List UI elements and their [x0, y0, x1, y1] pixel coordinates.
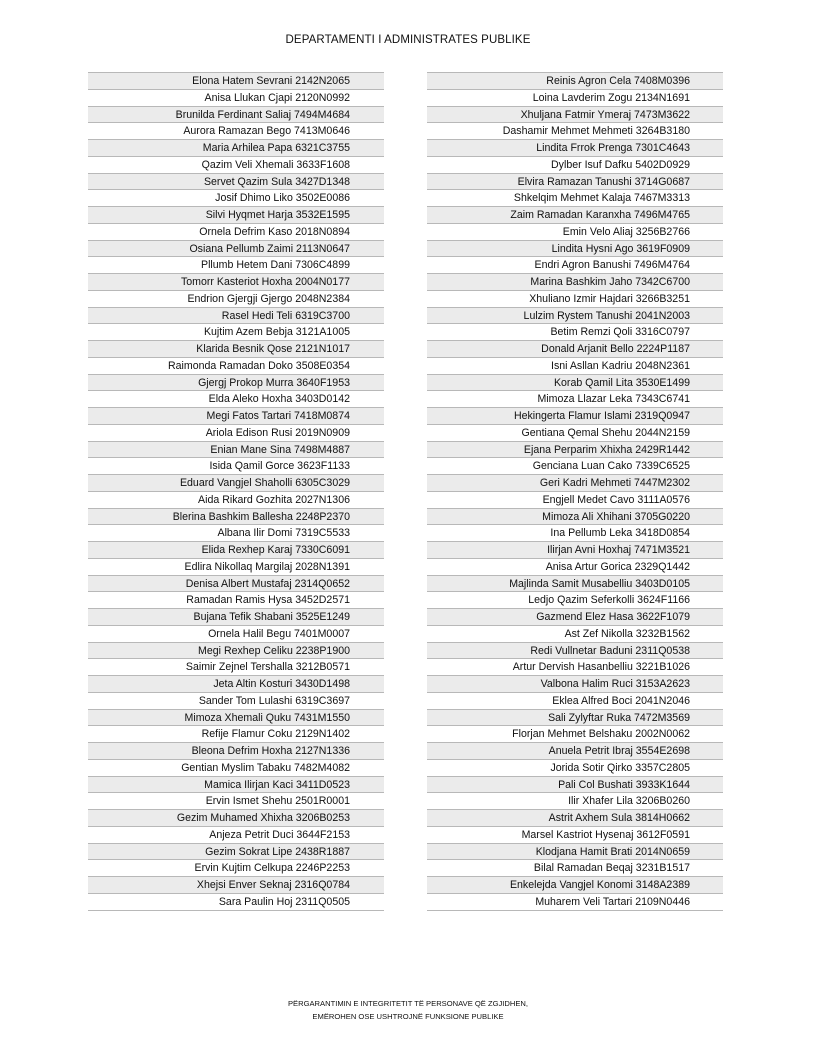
list-item: Megi Rexhep Celiku 2238P1900 — [88, 643, 384, 660]
list-item: Eduard Vangjel Shaholli 6305C3029 — [88, 475, 384, 492]
list-item: Elida Rexhep Karaj 7330C6091 — [88, 542, 384, 559]
list-item: Ramadan Ramis Hysa 3452D2571 — [88, 592, 384, 609]
list-item: Klodjana Hamit Brati 2014N0659 — [427, 844, 723, 861]
list-item: Ervin Kujtim Celkupa 2246P2253 — [88, 860, 384, 877]
list-item: Enian Mane Sina 7498M4887 — [88, 442, 384, 459]
list-item: Ledjo Qazim Seferkolli 3624F1166 — [427, 592, 723, 609]
list-item: Florjan Mehmet Belshaku 2002N0062 — [427, 726, 723, 743]
list-item: Silvi Hyqmet Harja 3532E1595 — [88, 207, 384, 224]
list-item: Enkelejda Vangjel Konomi 3148A2389 — [427, 877, 723, 894]
list-item: Gentian Myslim Tabaku 7482M4082 — [88, 760, 384, 777]
list-item: Maria Arhilea Papa 6321C3755 — [88, 140, 384, 157]
list-item: Gezim Sokrat Lipe 2438R1887 — [88, 844, 384, 861]
list-item: Xhejsi Enver Seknaj 2316Q0784 — [88, 877, 384, 894]
list-item: Pllumb Hetem Dani 7306C4899 — [88, 257, 384, 274]
list-item: Shkelqim Mehmet Kalaja 7467M3313 — [427, 190, 723, 207]
list-item: Majlinda Samit Musabelliu 3403D0105 — [427, 576, 723, 593]
list-item: Saimir Zejnel Tershalla 3212B0571 — [88, 659, 384, 676]
list-item: Kujtim Azem Bebja 3121A1005 — [88, 324, 384, 341]
footer-line-1: PËRGARANTIMIN E INTEGRITETIT TË PERSONAVE QË ZGJIDHEN, — [287, 999, 529, 1008]
list-item: Brunilda Ferdinant Saliaj 7494M4684 — [88, 107, 384, 124]
list-item: Elona Hatem Sevrani 2142N2065 — [88, 73, 384, 90]
list-item: Edlira Nikollaq Margilaj 2028N1391 — [88, 559, 384, 576]
list-item: Betim Remzi Qoli 3316C0797 — [427, 324, 723, 341]
list-item: Gentiana Qemal Shehu 2044N2159 — [427, 425, 723, 442]
list-item: Mimoza Xhemali Quku 7431M1550 — [88, 710, 384, 727]
list-item: Artur Dervish Hasanbelliu 3221B1026 — [427, 659, 723, 676]
list-item: Ina Pellumb Leka 3418D0854 — [427, 525, 723, 542]
left-name-list — [88, 72, 384, 911]
list-item: Korab Qamil Lita 3530E1499 — [427, 375, 723, 392]
list-item: Genciana Luan Cako 7339C6525 — [427, 458, 723, 475]
list-item: Ariola Edison Rusi 2019N0909 — [88, 425, 384, 442]
list-item: Xhuliano Izmir Hajdari 3266B3251 — [427, 291, 723, 308]
list-item: Pali Col Bushati 3933K1644 — [427, 777, 723, 794]
list-item: Tomorr Kasteriot Hoxha 2004N0177 — [88, 274, 384, 291]
list-item: Redi Vullnetar Baduni 2311Q0538 — [427, 643, 723, 660]
list-item: Isni Asllan Kadriu 2048N2361 — [427, 358, 723, 375]
list-item: Mimoza Ali Xhihani 3705G0220 — [427, 509, 723, 526]
list-item: Xhuljana Fatmir Ymeraj 7473M3622 — [427, 107, 723, 124]
list-item: Megi Fatos Tartari 7418M0874 — [88, 408, 384, 425]
list-item: Anisa Artur Gorica 2329Q1442 — [427, 559, 723, 576]
list-item: Gjergj Prokop Murra 3640F1953 — [88, 375, 384, 392]
list-item: Dylber Isuf Dafku 5402D0929 — [427, 157, 723, 174]
list-item: Reinis Agron Cela 7408M0396 — [427, 73, 723, 90]
list-item: Lindita Hysni Ago 3619F0909 — [427, 241, 723, 258]
list-item: Sander Tom Lulashi 6319C3697 — [88, 693, 384, 710]
list-item: Donald Arjanit Bello 2224P1187 — [427, 341, 723, 358]
list-item: Refije Flamur Coku 2129N1402 — [88, 726, 384, 743]
list-item: Ilirjan Avni Hoxhaj 7471M3521 — [427, 542, 723, 559]
page-title: DEPARTAMENTI I ADMINISTRATES PUBLIKE — [285, 34, 531, 46]
list-item: Isida Qamil Gorce 3623F1133 — [88, 458, 384, 475]
list-item: Ornela Halil Begu 7401M0007 — [88, 626, 384, 643]
list-item: Anjeza Petrit Duci 3644F2153 — [88, 827, 384, 844]
list-item: Klarida Besnik Qose 2121N1017 — [88, 341, 384, 358]
list-item: Engjell Medet Cavo 3111A0576 — [427, 492, 723, 509]
page-footer — [0, 997, 816, 1023]
list-item: Rasel Hedi Teli 6319C3700 — [88, 308, 384, 325]
list-item: Servet Qazim Sula 3427D1348 — [88, 174, 384, 191]
list-item: Denisa Albert Mustafaj 2314Q0652 — [88, 576, 384, 593]
list-item: Qazim Veli Xhemali 3633F1608 — [88, 157, 384, 174]
list-item: Astrit Axhem Sula 3814H0662 — [427, 810, 723, 827]
list-item: Ervin Ismet Shehu 2501R0001 — [88, 793, 384, 810]
list-item: Muharem Veli Tartari 2109N0446 — [427, 894, 723, 911]
list-item: Anuela Petrit Ibraj 3554E2698 — [427, 743, 723, 760]
list-item: Ejana Perparim Xhixha 2429R1442 — [427, 442, 723, 459]
list-item: Marsel Kastriot Hysenaj 3612F0591 — [427, 827, 723, 844]
list-item: Jorida Sotir Qirko 3357C2805 — [427, 760, 723, 777]
list-item: Eklea Alfred Boci 2041N2046 — [427, 693, 723, 710]
list-item: Anisa Llukan Cjapi 2120N0992 — [88, 90, 384, 107]
list-item: Geri Kadri Mehmeti 7447M2302 — [427, 475, 723, 492]
list-item: Zaim Ramadan Karanxha 7496M4765 — [427, 207, 723, 224]
list-item: Gazmend Elez Hasa 3622F1079 — [427, 609, 723, 626]
list-item: Gezim Muhamed Xhixha 3206B0253 — [88, 810, 384, 827]
list-item: Marina Bashkim Jaho 7342C6700 — [427, 274, 723, 291]
list-item: Raimonda Ramadan Doko 3508E0354 — [88, 358, 384, 375]
list-item: Ilir Xhafer Lila 3206B0260 — [427, 793, 723, 810]
list-item: Dashamir Mehmet Mehmeti 3264B3180 — [427, 123, 723, 140]
list-item: Albana Ilir Domi 7319C5533 — [88, 525, 384, 542]
list-item: Osiana Pellumb Zaimi 2113N0647 — [88, 241, 384, 258]
list-item: Mamica Ilirjan Kaci 3411D0523 — [88, 777, 384, 794]
list-item: Lulzim Rystem Tanushi 2041N2003 — [427, 308, 723, 325]
list-item: Valbona Halim Ruci 3153A2623 — [427, 676, 723, 693]
list-item: Sara Paulin Hoj 2311Q0505 — [88, 894, 384, 911]
list-item: Mimoza Llazar Leka 7343C6741 — [427, 391, 723, 408]
list-item: Bilal Ramadan Beqaj 3231B1517 — [427, 860, 723, 877]
list-item: Lindita Frrok Prenga 7301C4643 — [427, 140, 723, 157]
list-item: Elvira Ramazan Tanushi 3714G0687 — [427, 174, 723, 191]
right-name-list — [427, 72, 723, 911]
list-item: Josif Dhimo Liko 3502E0086 — [88, 190, 384, 207]
list-item: Bleona Defrim Hoxha 2127N1336 — [88, 743, 384, 760]
list-item: Loina Lavderim Zogu 2134N1691 — [427, 90, 723, 107]
list-item: Hekingerta Flamur Islami 2319Q0947 — [427, 408, 723, 425]
list-item: Jeta Altin Kosturi 3430D1498 — [88, 676, 384, 693]
list-item: Endrion Gjergji Gjergo 2048N2384 — [88, 291, 384, 308]
list-item: Ornela Defrim Kaso 2018N0894 — [88, 224, 384, 241]
list-item: Endri Agron Banushi 7496M4764 — [427, 257, 723, 274]
list-item: Aurora Ramazan Bego 7413M0646 — [88, 123, 384, 140]
list-item: Aida Rikard Gozhita 2027N1306 — [88, 492, 384, 509]
list-item: Bujana Tefik Shabani 3525E1249 — [88, 609, 384, 626]
footer-line-2: EMËROHEN OSE USHTROJNË FUNKSIONE PUBLIKE — [312, 1012, 504, 1021]
list-item: Elda Aleko Hoxha 3403D0142 — [88, 391, 384, 408]
list-item: Blerina Bashkim Ballesha 2248P2370 — [88, 509, 384, 526]
list-item: Emin Velo Aliaj 3256B2766 — [427, 224, 723, 241]
list-item: Sali Zylyftar Ruka 7472M3569 — [427, 710, 723, 727]
list-item: Ast Zef Nikolla 3232B1562 — [427, 626, 723, 643]
